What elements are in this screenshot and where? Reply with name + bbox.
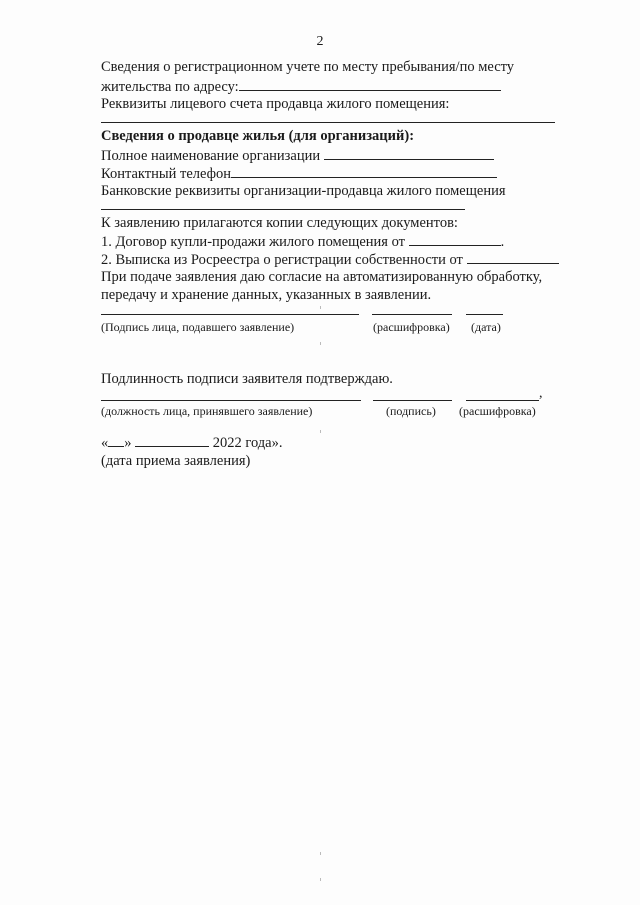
org-phone-label: Контактный телефон	[101, 166, 232, 182]
consent-line-1: При подаче заявления даю согласие на автоматизированную обработку,	[101, 269, 543, 285]
seller-org-heading: Сведения о продавце жилья (для организаций):	[101, 128, 415, 144]
attachment-item-2	[101, 250, 559, 269]
receipt-month-blank[interactable]	[135, 433, 209, 447]
official-signature-caption: (подпись)	[386, 404, 436, 418]
attachment-item-1-label: 1. Договор купли-продажи жилого помещения от	[101, 234, 405, 250]
attachment-item-1	[101, 232, 504, 251]
org-bank-blank[interactable]	[101, 209, 465, 210]
applicant-decoding-blank[interactable]	[372, 314, 452, 315]
receipt-open-quote: «	[101, 435, 109, 451]
org-phone-row	[101, 164, 497, 183]
receipt-date-caption: (дата приема заявления)	[101, 453, 251, 469]
page-number: 2	[316, 34, 324, 49]
consent-line-2: передачу и хранение данных, указанных в заявлении.	[101, 287, 432, 303]
applicant-decoding-caption: (расшифровка)	[373, 320, 450, 334]
registration-line-1: Сведения о регистрационном учете по месту пребывания/по месту	[101, 59, 515, 75]
verification-text: Подлинность подписи заявителя подтверждаю.	[101, 371, 393, 387]
applicant-date-blank[interactable]	[466, 314, 503, 315]
account-details-blank[interactable]	[101, 122, 555, 123]
receipt-close-quote: »	[124, 435, 132, 451]
contract-date-blank[interactable]	[409, 232, 501, 246]
applicant-date-caption: (дата)	[471, 320, 501, 334]
official-position-blank[interactable]	[101, 400, 361, 401]
scan-speck	[320, 342, 321, 345]
scan-speck	[320, 852, 321, 855]
official-decoding-caption: (расшифровка)	[459, 404, 536, 418]
receipt-day-blank[interactable]	[108, 433, 124, 447]
attachments-intro: К заявлению прилагаются копии следующих документов:	[101, 215, 458, 231]
official-signature-blank[interactable]	[373, 400, 452, 401]
org-bank-label: Банковские реквизиты организации-продавца жилого помещения	[101, 183, 506, 199]
receipt-date-row	[101, 433, 282, 452]
org-name-blank[interactable]	[324, 146, 494, 160]
registration-address-label: жительства по адресу:	[101, 79, 239, 95]
scan-speck	[320, 306, 321, 309]
receipt-year-text: 2022 года».	[212, 435, 283, 451]
org-phone-blank[interactable]	[231, 164, 497, 178]
official-decoding-blank[interactable]	[466, 400, 539, 401]
trailing-comma: ,	[539, 386, 543, 401]
attachment-item-1-period: .	[500, 234, 505, 250]
registration-address-row	[101, 77, 501, 96]
applicant-signature-blank[interactable]	[101, 314, 359, 315]
applicant-signature-caption: (Подпись лица, подавшего заявление)	[101, 320, 295, 334]
extract-date-blank[interactable]	[467, 250, 559, 264]
registration-address-blank[interactable]	[239, 77, 501, 91]
account-details-label: Реквизиты лицевого счета продавца жилого помещения:	[101, 96, 450, 112]
org-name-label: Полное наименование организации	[101, 148, 321, 164]
scan-speck	[320, 878, 321, 881]
official-position-caption: (должность лица, принявшего заявление)	[101, 404, 313, 418]
org-name-row	[101, 146, 494, 165]
scan-speck	[320, 430, 321, 433]
attachment-item-2-label: 2. Выписка из Росреестра о регистрации собственности от	[101, 252, 463, 268]
